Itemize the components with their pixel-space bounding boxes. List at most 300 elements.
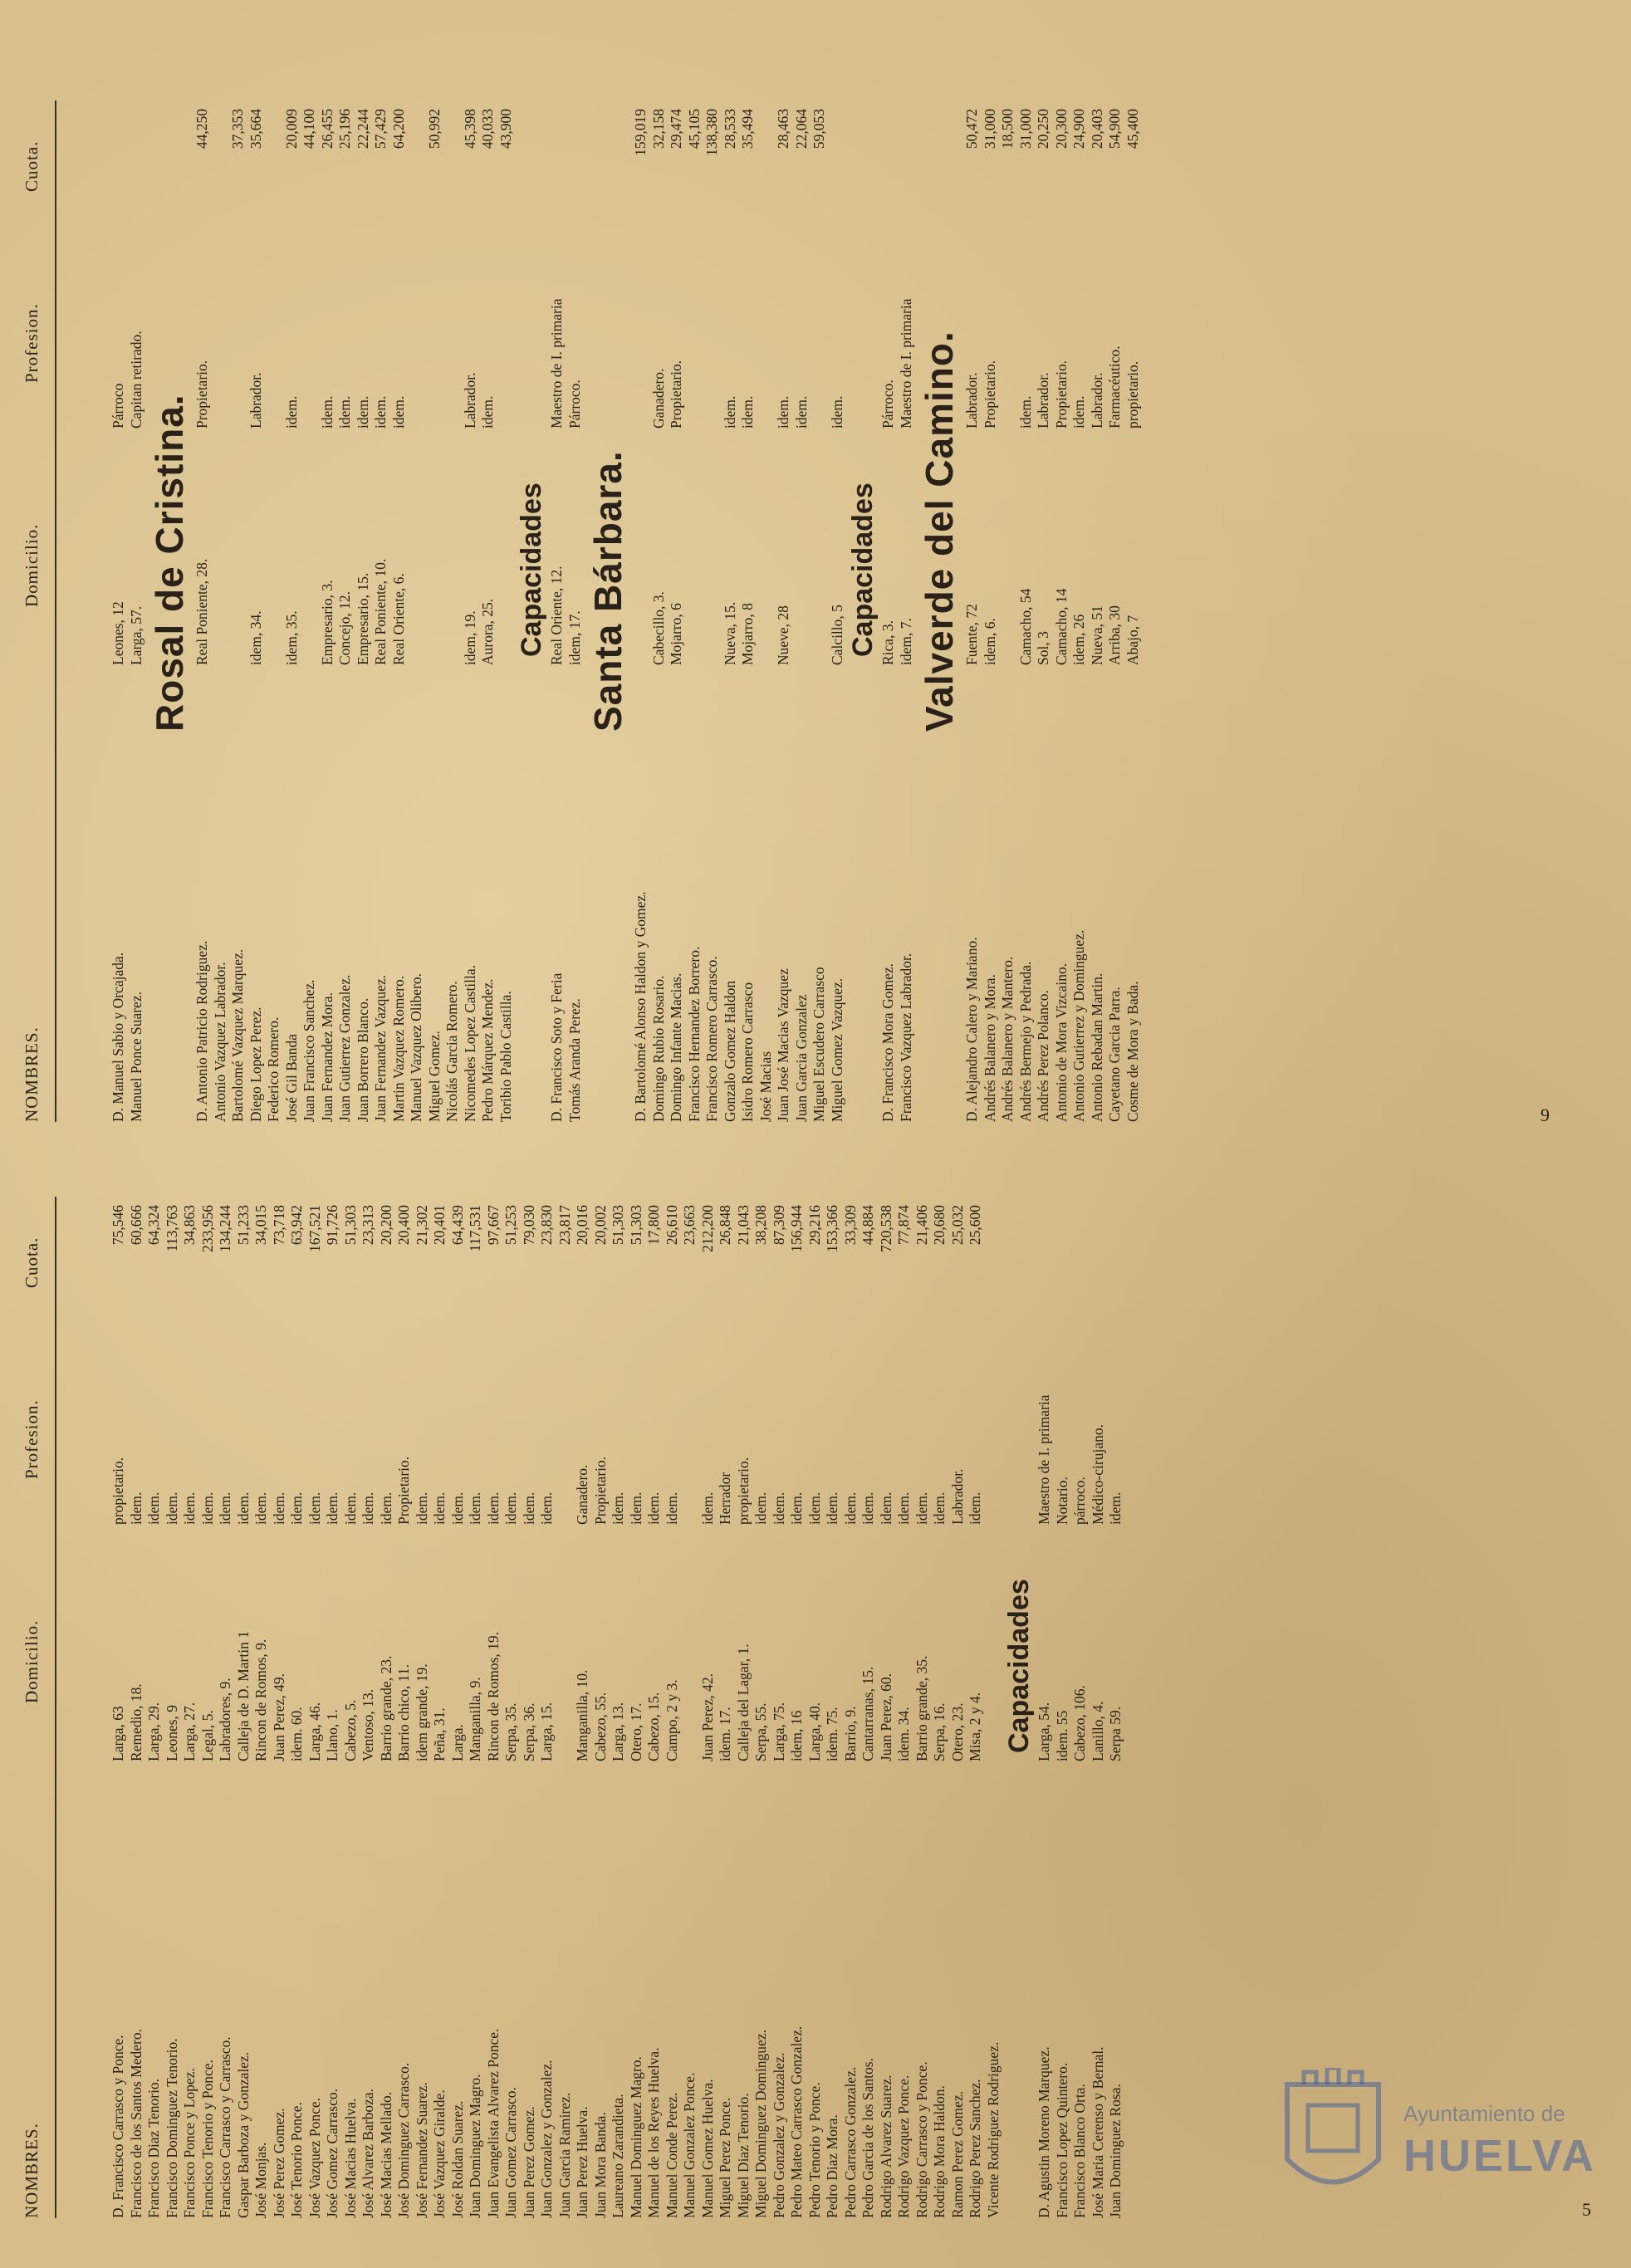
- name-cell: Miguel Perez Ponce.: [717, 2097, 733, 2218]
- domicilio-cell: Otero, 23.: [948, 1702, 966, 1761]
- profesion-cell: idem.: [145, 1492, 162, 1525]
- profesion-cell: idem.: [895, 1492, 912, 1525]
- name-cell: Andrés Perez Polanco.: [1035, 990, 1051, 1122]
- profesion-cell: Farmacéutico.: [1106, 345, 1123, 429]
- domicilio-cell: Empresario, 3.: [318, 580, 336, 665]
- profesion-cell: idem.: [372, 395, 389, 429]
- name-cell: Miguel Dominguez Dominguez.: [752, 2030, 769, 2218]
- cuota-cell: 50,472: [963, 109, 980, 149]
- domicilio-cell: Nueva, 15.: [721, 601, 738, 665]
- profesion-cell: Párroco: [110, 383, 126, 429]
- table-row: [271, 1139, 289, 2218]
- profesion-cell: idem.: [318, 395, 336, 429]
- cuota-cell: 45,400: [1124, 109, 1141, 149]
- name-cell: Francisco Diaz Tenorio.: [145, 2078, 162, 2218]
- cuota-cell: 44,884: [860, 1205, 876, 1246]
- domicilio-cell: Rica, 3.: [879, 620, 896, 665]
- table-row: [521, 1139, 539, 2218]
- domicilio-cell: Abajo, 7: [1124, 615, 1141, 665]
- table-row: [722, 42, 740, 1122]
- cuota-cell: 77,874: [895, 1205, 912, 1246]
- name-cell: José Fernandez Suarez.: [413, 2082, 430, 2218]
- profesion-cell: Ganadero.: [574, 1464, 590, 1525]
- name-cell: Juan Garcia Ramirez.: [556, 2092, 573, 2218]
- table-row: [128, 1139, 146, 2218]
- name-cell: Domingo Rubio Rosario.: [649, 975, 667, 1122]
- cuota-cell: 64,324: [145, 1205, 162, 1246]
- name-cell: José Perez Gomez.: [270, 2108, 287, 2218]
- cuota-cell: 159,019: [632, 109, 649, 156]
- name-cell: Juan Gonzalez y Gonzalez.: [538, 2060, 555, 2218]
- header-domicilio-right: Domicilio.: [22, 523, 42, 607]
- name-cell: Juan Fernandez Vazquez.: [372, 974, 389, 1122]
- profesion-cell: Ganadero.: [649, 368, 667, 429]
- cuota-cell: 233,956: [198, 1205, 216, 1252]
- name-cell: Juan Dominguez Magro.: [467, 2074, 483, 2218]
- table-row: [217, 1139, 235, 2218]
- cuota-cell: 60,666: [127, 1205, 144, 1246]
- name-cell: José Macias: [757, 1051, 774, 1122]
- cuota-cell: 21,043: [734, 1205, 752, 1246]
- section-title: Santa Bárbara.: [586, 450, 629, 732]
- subsection-title: Capacidades: [847, 483, 879, 657]
- table-row: [592, 1139, 610, 2218]
- cuota-cell: 20,300: [1052, 109, 1070, 149]
- domicilio-cell: Serpa, 36.: [520, 1702, 537, 1761]
- name-cell: Juan Dominguez Rosa.: [1107, 2084, 1124, 2218]
- cuota-cell: 51,303: [341, 1205, 359, 1246]
- profesion-cell: Propietario.: [1052, 360, 1070, 429]
- name-cell: Francisco Romero Carrasco.: [703, 956, 720, 1122]
- profesion-cell: Herrador: [717, 1472, 733, 1525]
- domicilio-cell: idem, 16: [788, 1710, 805, 1761]
- table-row: [395, 1139, 414, 2218]
- table-row: [860, 1139, 878, 2218]
- profesion-cell: idem.: [377, 1492, 394, 1525]
- section-heading: [145, 42, 193, 1122]
- table-row: [431, 1139, 449, 2218]
- name-cell: Cayetano Garcia Parra.: [1106, 987, 1123, 1122]
- name-cell: Manuel Gonzalez Ponce.: [681, 2072, 698, 2218]
- table-row: [199, 1139, 218, 2218]
- profesion-cell: idem.: [627, 1492, 644, 1525]
- name-cell: Pedro Gonzalez y Gonzalez.: [770, 2052, 787, 2218]
- domicilio-cell: Llano, 1.: [324, 1709, 340, 1761]
- cuota-cell: 20,002: [591, 1205, 609, 1246]
- table-row: [1070, 42, 1089, 1122]
- table-row: [319, 42, 337, 1122]
- table-row: [752, 1139, 771, 2218]
- name-cell: Pedro Márquez Mendez.: [479, 978, 496, 1122]
- name-cell: Isidro Romero Carrasco: [739, 982, 756, 1122]
- cuota-cell: 720,538: [877, 1205, 894, 1252]
- name-cell: Pedro Tenorio y Ponce.: [806, 2082, 823, 2218]
- name-cell: Miguel Diaz Tenorio.: [734, 2093, 752, 2218]
- table-row: [793, 42, 811, 1122]
- profesion-cell: idem.: [788, 1492, 805, 1525]
- cuota-cell: 153,366: [824, 1205, 840, 1252]
- table-row: [686, 42, 704, 1122]
- cuota-cell: 51,233: [234, 1205, 252, 1246]
- domicilio-cell: Campo, 2 y 3.: [663, 1679, 680, 1761]
- profesion-cell: Labrador.: [461, 372, 478, 429]
- table-row: [703, 42, 722, 1122]
- table-row: [128, 42, 146, 1122]
- name-cell: D. Francisco Soto y Feria: [548, 972, 565, 1122]
- name-cell: Ramon Perez Gomez.: [948, 2090, 966, 2218]
- table-row: [462, 42, 480, 1122]
- domicilio-cell: Calleja de D. Martin 1: [234, 1631, 252, 1761]
- domicilio-cell: Juan Perez, 60.: [877, 1673, 894, 1761]
- table-row: [735, 1139, 753, 2218]
- cuota-cell: 64,439: [448, 1205, 466, 1246]
- domicilio-cell: Nueva, 51: [1088, 605, 1105, 665]
- cuota-cell: 32,158: [649, 109, 667, 149]
- domicilio-cell: Juan Perez, 42.: [698, 1673, 716, 1761]
- table-row: [449, 1139, 468, 2218]
- name-cell: José Vazquez Ponce.: [306, 2098, 323, 2218]
- profesion-cell: idem.: [389, 395, 407, 429]
- domicilio-cell: Mojarro, 6: [668, 603, 684, 665]
- profesion-cell: idem.: [860, 1492, 876, 1525]
- profesion-cell: idem.: [663, 1492, 680, 1525]
- right-column-panel: [0, 42, 1631, 1122]
- name-cell: Rodrigo Mora Haldon.: [931, 2085, 948, 2218]
- table-row: [252, 1139, 271, 2218]
- table-row: [479, 42, 497, 1122]
- name-cell: Francisco Vazquez Labrador.: [897, 953, 914, 1122]
- name-cell: Francisco Ponce y Lopez.: [181, 2068, 198, 2218]
- name-cell: Martin Vazquez Romero.: [389, 975, 407, 1122]
- name-cell: Cosme de Mora y Bada.: [1124, 981, 1141, 1122]
- name-cell: Manuel Dominguez Magro.: [627, 2056, 644, 2218]
- profesion-cell: idem.: [792, 395, 810, 429]
- name-cell: Tomás Aranda Perez.: [566, 998, 583, 1122]
- name-cell: D. Agustin Moreno Marquez.: [1036, 2046, 1052, 2218]
- name-cell: José Alvarez Barboza.: [360, 2089, 376, 2218]
- name-cell: Manuel Vazquez Olibero.: [408, 973, 424, 1122]
- profesion-cell: idem.: [234, 1492, 252, 1525]
- profesion-cell: Párroco.: [566, 380, 583, 429]
- name-cell: José Roldan Suarez.: [448, 2100, 466, 2218]
- domicilio-cell: idem, 34.: [247, 610, 264, 665]
- domicilio-cell: Larga.: [448, 1724, 466, 1761]
- profesion-cell: propietario.: [110, 1457, 126, 1525]
- profesion-cell: idem.: [484, 1492, 502, 1525]
- cuota-cell: 45,398: [461, 109, 478, 149]
- table-row: [898, 42, 916, 1122]
- table-row: [306, 1139, 325, 2218]
- name-cell: Miguel Escudero Carrasco: [811, 967, 827, 1122]
- name-cell: Miguel Gomez.: [425, 1031, 443, 1122]
- table-row: [963, 42, 982, 1122]
- table-row: [628, 1139, 646, 2218]
- table-row: [982, 42, 1000, 1122]
- domicilio-cell: Calcillo, 5: [828, 605, 845, 665]
- header-rule-left: [55, 1197, 56, 2218]
- profesion-cell: Labrador.: [1088, 372, 1105, 429]
- name-cell: Diego Lopez Perez.: [247, 1007, 264, 1122]
- table-row: [110, 42, 128, 1122]
- profesion-cell: idem.: [610, 1492, 626, 1525]
- domicilio-cell: Aurora, 25.: [479, 598, 496, 665]
- cuota-cell: 28,533: [721, 109, 738, 149]
- profesion-cell: idem.: [360, 1492, 376, 1525]
- table-row: [390, 42, 409, 1122]
- profesion-cell: Médico-cirujano.: [1089, 1424, 1106, 1525]
- name-cell: D. Bartolomé Alonso Haldon y Gomez.: [632, 891, 649, 1122]
- profesion-cell: idem.: [752, 1492, 769, 1525]
- profesion-cell: idem.: [467, 1492, 483, 1525]
- header-domicilio-left: Domicilio.: [22, 1619, 42, 1703]
- table-row: [931, 1139, 949, 2218]
- name-cell: Manuel Conde Perez.: [663, 2092, 680, 2218]
- cuota-cell: 28,463: [775, 109, 791, 149]
- table-row: [378, 1139, 396, 2218]
- table-row: [145, 1139, 164, 2218]
- table-row: [556, 1139, 575, 2218]
- section-heading: [915, 42, 963, 1122]
- domicilio-cell: Larga, 57.: [127, 605, 144, 665]
- table-row: [681, 1139, 699, 2218]
- table-row: [164, 1139, 182, 2218]
- name-cell: Pedro Diaz Mora.: [824, 2114, 840, 2218]
- cuota-cell: 26,610: [663, 1205, 680, 1246]
- cuota-cell: 87,309: [770, 1205, 787, 1246]
- name-cell: Rodrigo Alvarez Suarez.: [877, 2075, 894, 2218]
- table-row: [824, 1139, 842, 2218]
- profesion-cell: idem.: [698, 1492, 716, 1525]
- name-cell: Juan Gutierrez Gonzalez.: [336, 974, 353, 1122]
- table-row: [193, 42, 212, 1122]
- name-cell: José Macias Mellado.: [377, 2091, 394, 2218]
- cuota-cell: 75,546: [110, 1205, 126, 1246]
- profesion-cell: idem.: [198, 1492, 216, 1525]
- cuota-cell: 113,763: [163, 1205, 180, 1252]
- table-row: [632, 42, 650, 1122]
- profesion-cell: idem.: [913, 1492, 930, 1525]
- domicilio-cell: Real Poniente, 28.: [193, 558, 210, 665]
- profesion-cell: idem.: [341, 1492, 359, 1525]
- profesion-cell: idem.: [479, 395, 496, 429]
- name-cell: Miguel Gomez Vazquez.: [828, 977, 845, 1122]
- cuota-cell: 23,313: [360, 1205, 376, 1246]
- name-cell: Gaspar Barboza y Gonzalez.: [234, 2051, 252, 2218]
- profesion-cell: idem.: [217, 1492, 233, 1525]
- table-row: [650, 42, 669, 1122]
- cuota-cell: 33,309: [841, 1205, 859, 1246]
- cuota-cell: 20,200: [377, 1205, 394, 1246]
- profesion-cell: Capitan retirado.: [127, 331, 144, 429]
- table-row: [645, 1139, 664, 2218]
- cuota-cell: 25,600: [967, 1205, 983, 1246]
- name-cell: Andrés Balanero y Mantero.: [999, 956, 1016, 1122]
- cuota-cell: 38,208: [752, 1205, 769, 1246]
- domicilio-cell: Lanillo, 4.: [1089, 1701, 1106, 1761]
- table-row: [485, 1139, 503, 2218]
- cuota-cell: 117,531: [467, 1205, 483, 1252]
- domicilio-cell: Rincon de Romos, 19.: [484, 1631, 502, 1761]
- name-cell: Francisco de los Santos Medero.: [127, 2029, 144, 2218]
- cuota-cell: 20,400: [395, 1205, 412, 1246]
- name-cell: Francisco Blanco Orta.: [1071, 2084, 1088, 2218]
- subsection-heading: [1002, 1139, 1036, 2218]
- domicilio-cell: Barrio grande, 35.: [913, 1655, 930, 1761]
- name-cell: Juan Perez Gomez.: [520, 2106, 537, 2218]
- table-row: [806, 1139, 825, 2218]
- cuota-cell: 35,664: [247, 109, 264, 149]
- table-row: [1124, 42, 1143, 1122]
- cuota-cell: 212,200: [698, 1205, 716, 1252]
- profesion-cell: idem.: [775, 395, 791, 429]
- table-row: [775, 42, 793, 1122]
- domicilio-cell: idem, 6.: [981, 618, 998, 665]
- cuota-cell: 22,064: [792, 109, 810, 149]
- cuota-cell: 138,380: [703, 109, 720, 156]
- watermark-line2: HUELVA: [1403, 2131, 1596, 2181]
- profesion-cell: idem.: [1016, 395, 1034, 429]
- profesion-cell: propietario.: [1124, 360, 1141, 429]
- cuota-cell: 44,250: [193, 109, 210, 149]
- section-title: Valverde del Camino.: [918, 331, 961, 732]
- table-row: [566, 42, 585, 1122]
- watermark-line1: Ayuntamiento de: [1403, 2101, 1565, 2126]
- table-row: [288, 1139, 306, 2218]
- name-cell: Federico Romero.: [265, 1016, 282, 1122]
- domicilio-cell: Leones, 9: [163, 1704, 180, 1761]
- name-cell: Antonio de Mora Vizcaino.: [1052, 963, 1070, 1122]
- domicilio-cell: Barrio, 9.: [841, 1706, 859, 1761]
- cuota-cell: 167,521: [306, 1205, 323, 1252]
- cuota-cell: 54,900: [1106, 109, 1123, 149]
- domicilio-cell: Misa, 2 y 4.: [967, 1692, 983, 1761]
- table-row: [985, 1139, 1003, 2218]
- table-row: [1071, 1139, 1090, 2218]
- domicilio-cell: idem, 26: [1070, 614, 1087, 665]
- cuota-cell: 20,016: [574, 1205, 590, 1246]
- name-cell: Juan Gomez Carrasco.: [502, 2087, 519, 2218]
- cuota-cell: 50,992: [425, 109, 443, 149]
- table-row: [467, 1139, 485, 2218]
- domicilio-cell: Larga, 63: [110, 1706, 126, 1761]
- table-row: [502, 1139, 521, 2218]
- table-row: [1107, 1139, 1125, 2218]
- profesion-cell: Párroco.: [879, 380, 896, 429]
- profesion-cell: idem.: [1070, 395, 1087, 429]
- cuota-cell: 20,680: [931, 1205, 948, 1246]
- table-row: [610, 1139, 628, 2218]
- domicilio-cell: Cantarranas, 15.: [860, 1666, 876, 1761]
- domicilio-cell: Concejo, 12.: [336, 591, 353, 665]
- profesion-cell: idem.: [538, 1492, 555, 1525]
- name-cell: Juan José Macias Vazquez: [775, 968, 791, 1122]
- table-row: [879, 42, 898, 1122]
- table-row: [426, 42, 444, 1122]
- domicilio-cell: idem, 7.: [897, 618, 914, 665]
- name-cell: Francisco Lopez Quintero.: [1053, 2062, 1070, 2218]
- domicilio-cell: Real Poniente, 10.: [372, 558, 389, 665]
- domicilio-cell: Serpa, 35.: [502, 1702, 519, 1761]
- cuota-cell: 91,726: [324, 1205, 340, 1246]
- table-row: [229, 42, 247, 1122]
- name-cell: Toribio Pablo Castilla.: [497, 991, 514, 1122]
- name-cell: Vicente Rodriguez Rodriguez.: [984, 2041, 1002, 2218]
- name-cell: Pedro Garcia de los Santos.: [860, 2058, 876, 2218]
- name-cell: Juan Evangelista Alvarez Ponce.: [484, 2028, 502, 2218]
- name-cell: José Maria Cerenso y Bernal.: [1089, 2046, 1106, 2218]
- table-row: [771, 1139, 789, 2218]
- table-row: [1106, 42, 1124, 1122]
- domicilio-cell: Cabezo, 55.: [591, 1692, 609, 1761]
- table-row: [247, 42, 266, 1122]
- profesion-cell: idem.: [502, 1492, 519, 1525]
- name-cell: Juan Perez Huelva.: [574, 2106, 590, 2218]
- domicilio-cell: Larga, 75.: [770, 1702, 787, 1761]
- table-row: [414, 1139, 432, 2218]
- name-cell: Laureano Zarandieta.: [610, 2094, 626, 2218]
- name-cell: Juan Francisco Sanchez.: [301, 979, 317, 1122]
- domicilio-cell: Manganilla, 10.: [574, 1669, 590, 1761]
- table-row: [878, 1139, 896, 2218]
- cuota-cell: 17,800: [645, 1205, 662, 1246]
- profesion-cell: idem.: [448, 1492, 466, 1525]
- profesion-cell: Notario.: [1053, 1477, 1070, 1525]
- domicilio-cell: Barrio chico, 11.: [395, 1664, 412, 1761]
- profesion-cell: Labrador.: [963, 372, 980, 429]
- table-row: [538, 1139, 556, 2218]
- cuota-cell: 24,900: [1070, 109, 1087, 149]
- domicilio-cell: Larga, 46.: [306, 1702, 323, 1761]
- cuota-cell: 20,403: [1088, 109, 1105, 149]
- cuota-cell: 51,253: [502, 1205, 519, 1246]
- cuota-cell: 31,000: [1016, 109, 1034, 149]
- profesion-cell: Maestro de I. primaria: [548, 298, 565, 429]
- table-row: [342, 1139, 360, 2218]
- profesion-cell: idem.: [645, 1492, 662, 1525]
- table-row: [967, 1139, 985, 2218]
- cuota-cell: 64,200: [389, 109, 407, 149]
- name-cell: Manuel Ponce Suarez.: [127, 992, 144, 1122]
- domicilio-cell: Larga, 40.: [806, 1702, 823, 1761]
- profesion-cell: idem.: [181, 1492, 198, 1525]
- name-cell: José Tenorio Ponce.: [288, 2102, 305, 2218]
- name-cell: Juan Borrero Blanco.: [354, 997, 371, 1122]
- name-cell: D. Manuel Sabio y Orcajada.: [110, 952, 126, 1122]
- table-row: [235, 1139, 253, 2218]
- cuota-cell: 35,494: [739, 109, 756, 149]
- domicilio-cell: Juan Perez, 49.: [270, 1673, 287, 1761]
- table-row: [360, 1139, 378, 2218]
- profesion-cell: idem.: [282, 395, 300, 429]
- header-cuota-right: Cuota.: [22, 140, 42, 192]
- municipal-watermark: [1279, 1977, 1603, 2226]
- name-cell: Manuel de los Reyes Huelva.: [645, 2047, 662, 2218]
- table-row: [788, 1139, 806, 2218]
- profesion-cell: idem.: [354, 395, 371, 429]
- cuota-cell: 26,455: [318, 109, 336, 149]
- table-row: [1017, 42, 1036, 1122]
- profesion-cell: Propietario.: [981, 360, 998, 429]
- cuota-cell: 25,032: [948, 1205, 966, 1246]
- table-row: [842, 1139, 860, 2218]
- name-cell: Francisco Dominguez Tenorio.: [163, 2038, 180, 2218]
- cuota-cell: 59,053: [811, 109, 827, 149]
- cuota-cell: 23,663: [681, 1205, 698, 1246]
- cuota-cell: 21,302: [413, 1205, 430, 1246]
- name-cell: Domingo Infante Macias.: [668, 972, 684, 1122]
- table-row: [355, 42, 373, 1122]
- domicilio-cell: Larga, 27.: [181, 1702, 198, 1761]
